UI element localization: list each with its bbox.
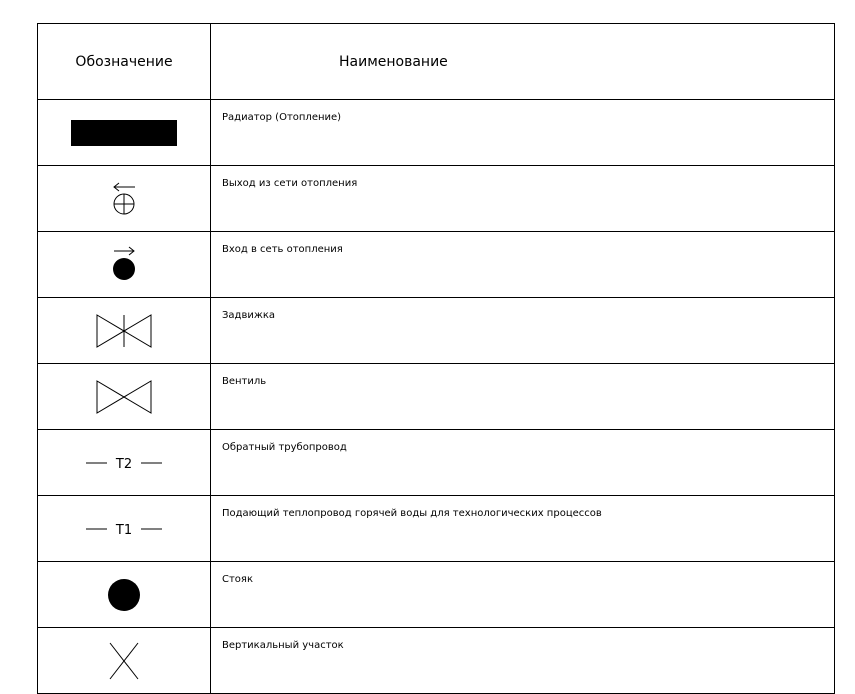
name-cell: Радиатор (Отопление) — [211, 100, 835, 166]
gate-valve-icon — [94, 311, 154, 351]
symbol-cell — [38, 430, 211, 496]
table-row — [38, 298, 835, 364]
pipe-t2-icon — [84, 451, 164, 475]
symbol-column-header: Обозначение — [38, 24, 211, 100]
heating-exit-icon — [104, 179, 144, 219]
symbol-cell — [38, 364, 211, 430]
pipe-t1-icon — [84, 517, 164, 541]
symbol-cell — [38, 496, 211, 562]
table-row — [38, 232, 835, 298]
pipe-t2-label: T2 — [115, 456, 133, 472]
legend-table — [37, 23, 835, 694]
symbol-cell — [38, 298, 211, 364]
radiator-rect-icon — [69, 118, 179, 148]
valve-icon — [94, 377, 154, 417]
name-cell: Подающий теплопровод горячей воды для технологических процессов — [211, 496, 835, 562]
table-row — [38, 100, 835, 166]
name-cell: Задвижка — [211, 298, 835, 364]
table-row — [38, 628, 835, 694]
symbol-cell — [38, 562, 211, 628]
table-row — [38, 364, 835, 430]
cross-icon — [104, 639, 144, 683]
name-cell: Обратный трубопровод — [211, 430, 835, 496]
table-row — [38, 562, 835, 628]
name-cell: Выход из сети отопления — [211, 166, 835, 232]
name-cell: Вертикальный участок — [211, 628, 835, 694]
name-cell: Вентиль — [211, 364, 835, 430]
name-cell: Вход в сеть отопления — [211, 232, 835, 298]
pipe-t1-label: T1 — [115, 522, 133, 538]
symbol-cell — [38, 166, 211, 232]
table-row — [38, 496, 835, 562]
table-header — [38, 24, 835, 100]
symbol-cell — [38, 100, 211, 166]
name-column-header: Наименование — [211, 24, 835, 100]
symbol-cell — [38, 628, 211, 694]
symbol-cell — [38, 232, 211, 298]
name-cell: Стояк — [211, 562, 835, 628]
riser-circle-icon — [104, 575, 144, 615]
table-row — [38, 166, 835, 232]
heating-entry-icon — [104, 245, 144, 285]
table-row — [38, 430, 835, 496]
